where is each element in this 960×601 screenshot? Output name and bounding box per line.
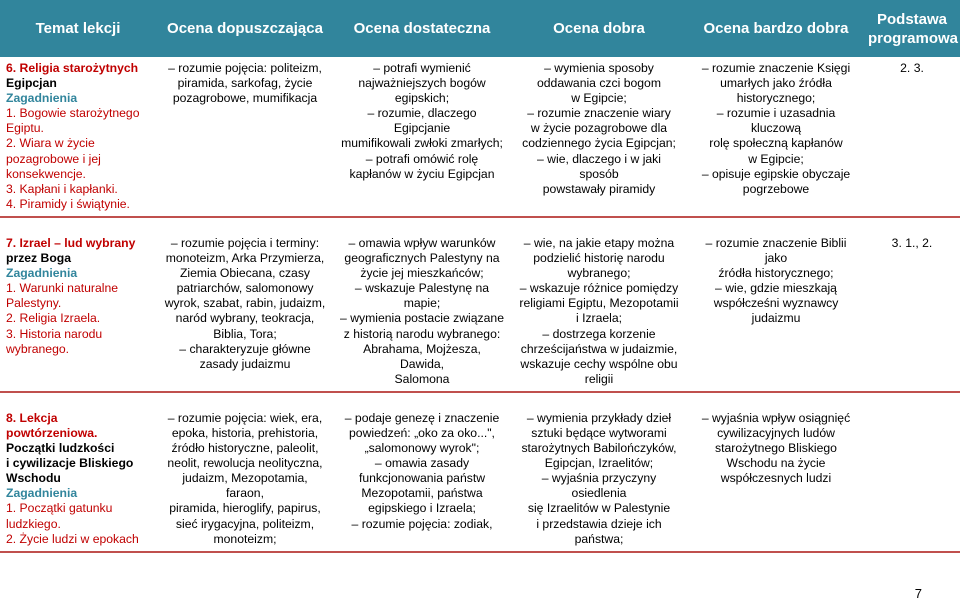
topic-issue-line: Palestyny.	[6, 296, 62, 311]
requirement-line: – dostrzega korzenie	[542, 326, 656, 341]
topic-issue-line: 2. Wiara w życie	[6, 136, 95, 151]
requirement-line: wybranego;	[567, 266, 631, 281]
core-curriculum-cell: 2. 3.	[864, 57, 960, 217]
topic-title-line: przez Boga	[6, 251, 72, 266]
requirement-line: – rozumie pojęcia: wiek, era,	[167, 410, 323, 425]
grade-satisfactory-cell	[334, 407, 510, 552]
requirement-line: kapłanów w życiu Egipcjan	[349, 166, 495, 181]
topic-issue-line: 2. Życie ludzi w epokach	[6, 531, 139, 546]
row-spacer	[0, 217, 960, 232]
requirement-line: – opisuje egipskie obyczaje	[701, 166, 851, 181]
requirement-line: – rozumie i uzasadnia kluczową	[716, 106, 836, 136]
requirement-line: egipskich;	[394, 91, 450, 106]
topic-issue-line: 1. Początki gatunku	[6, 501, 113, 516]
grade-good-cell	[510, 57, 688, 217]
requirement-line: zasady judaizmu	[199, 356, 291, 371]
header-grade-sufficient: Ocena dopuszczająca	[156, 0, 334, 57]
grade-sufficient-cell	[156, 57, 334, 217]
requirement-line: Egipcjan, Izraelitów;	[544, 456, 654, 471]
requirement-line: – rozumie znaczenie Księgi	[701, 61, 851, 75]
requirement-line: funkcjonowania państw	[358, 471, 486, 486]
grade-very-good-cell	[688, 232, 864, 392]
requirement-line: monoteizm;	[213, 531, 277, 546]
requirement-line: – potrafi omówić rolę	[365, 151, 479, 166]
requirement-line: – wymienia przykłady dzieł	[526, 410, 672, 425]
requirement-line: – wyjaśnia przyczyny osiedlenia	[541, 471, 657, 501]
requirement-line: codziennego życia Egipcjan;	[522, 136, 676, 151]
topic-cell	[0, 57, 156, 217]
header-grade-satisfactory: Ocena dostateczna	[334, 0, 510, 57]
requirement-line: podzielić historię narodu	[533, 251, 665, 266]
requirement-line: – potrafi wymienić	[373, 61, 471, 75]
requirement-line: wskazuje cechy wspólne obu	[520, 356, 678, 371]
zagadnienia-label: Zagadnienia	[6, 486, 78, 501]
requirement-line: patriarchów, salomonowy	[176, 281, 314, 296]
table-row	[0, 232, 960, 392]
requirement-line: – omawia wpływ warunków	[348, 235, 496, 250]
requirement-line: – wyjaśnia wpływ osiągnięć	[701, 410, 851, 425]
topic-title-line: 8. Lekcja powtórzeniowa.	[6, 410, 98, 440]
grade-sufficient-cell	[156, 232, 334, 392]
requirement-line: Salomona	[394, 371, 450, 386]
requirement-line: starożytnego Bliskiego	[715, 441, 837, 456]
topic-title-line: i cywilizacje Bliskiego	[6, 456, 134, 471]
topic-title-line: Egipcjan	[6, 76, 57, 91]
requirement-line: judaizm, Mezopotamia, faraon,	[182, 471, 308, 501]
requirement-line: – rozumie znaczenie wiary	[527, 106, 671, 121]
topic-issue-line: 3. Historia narodu	[6, 326, 103, 341]
requirement-line: pozagrobowe, mumifikacja	[172, 91, 318, 106]
topic-issue-line: 2. Religia Izraela.	[6, 311, 101, 326]
core-curriculum-cell	[864, 407, 960, 552]
topic-issue-line: konsekwencje.	[6, 166, 86, 181]
topic-issue-line: pozagrobowe i jej	[6, 151, 101, 166]
zagadnienia-label: Zagadnienia	[6, 91, 78, 106]
topic-title-line: 6. Religia starożytnych	[6, 61, 139, 75]
requirement-line: Wschodu na życie	[726, 456, 826, 471]
topic-title-line: Początki ludzkości	[6, 441, 115, 456]
requirement-line: cywilizacyjnych ludów	[717, 425, 835, 440]
requirement-line: źródło historyczne, paleolit,	[171, 441, 319, 456]
requirement-line: się Izraelitów w Palestynie	[527, 501, 671, 516]
requirement-line: judaizmu	[751, 311, 801, 326]
requirement-line: współcześni wyznawcy	[713, 296, 839, 311]
requirement-line: – podaje genezę i znaczenie	[344, 410, 500, 425]
topic-cell	[0, 232, 156, 392]
requirement-line: – wie, dlaczego i w jaki sposób	[537, 151, 661, 181]
requirement-line: sztuki będące wytworami	[531, 425, 667, 440]
topic-issue-line: 1. Warunki naturalne	[6, 281, 119, 296]
requirement-line: religii	[584, 371, 614, 386]
requirement-line: epoka, historia, prehistoria,	[171, 425, 319, 440]
requirement-line: – omawia zasady	[374, 456, 470, 471]
header-grade-good: Ocena dobra	[510, 0, 688, 57]
requirement-line: historycznego;	[736, 91, 816, 106]
requirement-line: – wskazuje różnice pomiędzy	[519, 281, 679, 296]
core-curriculum-cell: 3. 1., 2.	[864, 232, 960, 392]
requirement-line: Abrahama, Mojżesza, Dawida,	[363, 341, 481, 371]
requirement-line: umarłych jako źródła	[720, 76, 832, 91]
topic-issue-line: Egiptu.	[6, 121, 44, 136]
requirement-line: w Egipcie;	[748, 151, 804, 166]
requirement-line: powiedzeń: „oko za oko...",	[349, 425, 495, 440]
requirement-line: „salomonowy wyrok";	[364, 441, 480, 456]
header-grade-very-good: Ocena bardzo dobra	[688, 0, 864, 57]
requirement-line: – wskazuje Palestynę na mapie;	[354, 281, 490, 311]
requirement-line: rolę społeczną kapłanów	[709, 136, 843, 151]
requirement-line: i Izraela;	[575, 311, 623, 326]
requirement-line: – wymienia sposoby	[544, 61, 654, 75]
requirement-line: piramida, hieroglify, papirus,	[169, 501, 321, 516]
topic-title-line: Wschodu	[6, 471, 61, 486]
topic-issue-line: 3. Kapłani i kapłanki.	[6, 181, 118, 196]
requirement-line: i przedstawia dzieje ich	[536, 516, 662, 531]
topic-issue-line: 4. Piramidy i świątynie.	[6, 196, 130, 211]
grade-good-cell	[510, 232, 688, 392]
requirement-line: najważniejszych bogów	[358, 76, 486, 91]
requirement-line: Biblia, Tora;	[213, 326, 277, 341]
header-core-curriculum: Podstawa programowa	[864, 0, 960, 57]
requirement-line: – wie, gdzie mieszkają	[715, 281, 837, 296]
requirement-line: neolit, rewolucja neolityczna,	[167, 456, 323, 471]
requirement-line: – rozumie, dlaczego Egipcjanie	[367, 106, 477, 136]
requirement-line: religiami Egiptu, Mezopotamii	[519, 296, 679, 311]
requirement-line: wyrok, szabat, rabin, judaizm,	[164, 296, 326, 311]
requirement-line: w życie pozagrobowe dla	[530, 121, 668, 136]
topic-issue-line: wybranego.	[6, 341, 70, 356]
grade-very-good-cell	[688, 57, 864, 217]
requirement-line: oddawania czci bogom	[537, 76, 661, 91]
row-spacer	[0, 392, 960, 407]
requirement-line: państwa;	[574, 531, 624, 546]
header-row	[0, 0, 960, 57]
grade-satisfactory-cell	[334, 57, 510, 217]
requirement-line: monoteizm, Arka Przymierza,	[165, 251, 325, 266]
topic-title-line: 7. Izrael – lud wybrany	[6, 235, 136, 250]
requirement-line: pogrzebowe	[742, 181, 810, 196]
requirement-line: naród wybrany, teokracja,	[175, 311, 315, 326]
topic-issue-line: 1. Bogowie starożytnego	[6, 106, 140, 121]
table-row	[0, 407, 960, 552]
requirement-line: życie jej mieszkańców;	[360, 266, 484, 281]
requirement-line: współczesnych ludzi	[720, 471, 832, 486]
topic-issue-line: ludzkiego.	[6, 516, 61, 531]
requirement-line: powstawały piramidy	[542, 181, 656, 196]
requirement-line: – charakteryzuje główne	[179, 341, 311, 356]
header-topic: Temat lekcji	[0, 0, 156, 57]
topic-cell	[0, 407, 156, 552]
requirement-line: w Egipcie;	[571, 91, 627, 106]
requirement-line: – wymienia postacie związane	[340, 311, 504, 326]
grade-sufficient-cell	[156, 407, 334, 552]
zagadnienia-label: Zagadnienia	[6, 266, 78, 281]
requirement-line: mumifikowali zwłoki zmarłych;	[341, 136, 503, 151]
requirement-line: – wie, na jakie etapy można	[523, 235, 675, 250]
requirement-line: chrześcijaństwa w judaizmie,	[520, 341, 678, 356]
requirement-line: – rozumie znaczenie Biblii jako	[705, 235, 847, 266]
grade-satisfactory-cell	[334, 232, 510, 392]
page-number: 7	[914, 586, 922, 601]
requirement-line: Ziemia Obiecana, czasy	[179, 266, 311, 281]
requirement-line: starożytnych Babilończyków,	[521, 441, 677, 456]
requirement-line: sieć irygacyjna, politeizm,	[175, 516, 315, 531]
requirement-line: – rozumie pojęcia i terminy:	[170, 235, 320, 250]
requirement-line: piramida, sarkofag, życie	[177, 76, 313, 91]
requirement-line: geograficznych Palestyny na	[344, 251, 500, 266]
requirement-line: Mezopotamii, państwa	[361, 486, 483, 501]
grade-very-good-cell	[688, 407, 864, 552]
table-row	[0, 57, 960, 217]
requirement-line: źródła historycznego;	[718, 266, 834, 281]
requirement-line: – rozumie pojęcia: politeizm,	[168, 61, 322, 75]
requirement-line: – rozumie pojęcia: zodiak,	[351, 516, 493, 531]
requirement-line: egipskiego i Izraela;	[368, 501, 476, 516]
grade-good-cell	[510, 407, 688, 552]
requirement-line: z historią narodu wybranego:	[343, 326, 501, 341]
